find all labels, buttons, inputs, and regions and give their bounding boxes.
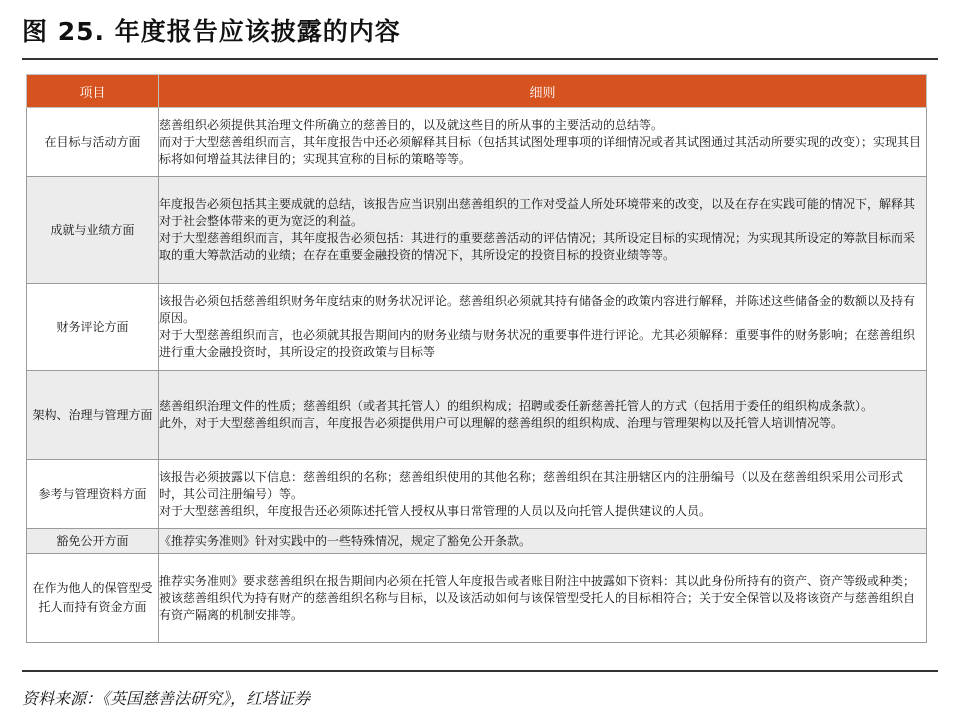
row-detail [159,284,927,371]
row-detail [159,554,927,643]
detail-line: 该报告必须披露以下信息：慈善组织的名称；慈善组织使用的其他名称；慈善组织在其注册辖区内的注册编号（以及在慈善组织采用公司形式时，其公司注册编号）等。 [159,469,904,501]
row-item: 财务评论方面 [27,284,159,371]
row-detail [159,108,927,177]
detail-line: 推荐实务准则》要求慈善组织在报告期间内必须在托管人年度报告或者账目附注中披露如下资料：其以此身份所持有的资产、资产等级或种类；被该慈善组织代为持有财产的慈善组织名称与目标，以及该活动如何与该保管型受托人的目标相符合；关于安全保管以及将该资产与慈善组织自有资产隔离的机制安排等。 [159,573,916,622]
detail-line: 对于大型慈善组织，年度报告还必须陈述托管人授权从事日常管理的人员以及向托管人提供建议的人员。 [159,503,712,518]
detail-line: 慈善组织必须提供其治理文件所确立的慈善目的，以及就这些目的所从事的主要活动的总结等。 [159,117,664,132]
top-rule [22,58,938,60]
detail-line: 对于大型慈善组织而言，也必须就其报告期间内的财务业绩与财务状况的重要事件进行评论。尤其必须解释：重要事件的财务影响；在慈善组织进行重大金融投资时，其所设定的投资政策与目标等 [159,328,916,359]
figure-title: 图 25. 年度报告应该披露的内容 [22,17,401,46]
table-header-row [27,75,927,108]
row-detail [159,177,927,284]
header-item: 项目 [27,75,159,108]
row-item: 参考与管理资料方面 [27,460,159,529]
table-row [27,371,927,460]
table-row [27,460,927,529]
row-detail [159,460,927,529]
detail-line: 而对于大型慈善组织而言，其年度报告中还必须解释其目标（包括其试图处理事项的详细情况或者其试图通过其活动所要实现的改变）；实现其目标将如何增益其法律目的；实现其宣称的目标的策略等等。 [159,134,922,166]
detail-line: 慈善组织治理文件的性质；慈善组织（或者其托管人）的组织构成；招聘或委任新慈善托管人的方式（包括用于委任的组织构成条款）。 [159,399,874,413]
detail-line: 此外，对于大型慈善组织而言，年度报告必须提供用户可以理解的慈善组织的组织构成、治理与管理架构以及托管人培训情况等。 [159,416,844,430]
row-item: 成就与业绩方面 [27,177,159,284]
table-row [27,108,927,177]
table-row [27,177,927,284]
header-detail: 细则 [159,75,927,108]
row-detail [159,529,927,554]
detail-line: 对于大型慈善组织而言，其年度报告必须包括：其进行的重要慈善活动的评估情况；其所设定目标的实现情况；为实现其所设定的筹款目标而采取的重大筹款活动的业绩；在存在重要金融投资的情况下，其所设定的投资目标的投资业绩等等。 [159,231,916,262]
detail-line: 该报告必须包括慈善组织财务年度结束的财务状况评论。慈善组织必须就其持有储备金的政策内容进行解释，并陈述这些储备金的数额以及持有原因。 [159,294,916,325]
row-detail [159,371,927,460]
row-item: 架构、治理与管理方面 [27,371,159,460]
bottom-rule [22,670,938,672]
row-item: 豁免公开方面 [27,529,159,554]
source-note: 资料来源：《英国慈善法研究》，红塔证券 [22,689,311,708]
detail-line: 年度报告必须包括其主要成就的总结，该报告应当识别出慈善组织的工作对受益人所处环境带来的改变，以及在存在实践可能的情况下，解释其对于社会整体带来的更为宽泛的利益。 [159,197,916,228]
table-row [27,529,927,554]
disclosure-table [26,74,927,643]
table-row [27,554,927,643]
table-row [27,284,927,371]
row-item: 在目标与活动方面 [27,108,159,177]
detail-line: 《推荐实务准则》针对实践中的一些特殊情况，规定了豁免公开条款。 [159,533,532,548]
row-item: 在作为他人的保管型受托人而持有资金方面 [27,554,159,643]
